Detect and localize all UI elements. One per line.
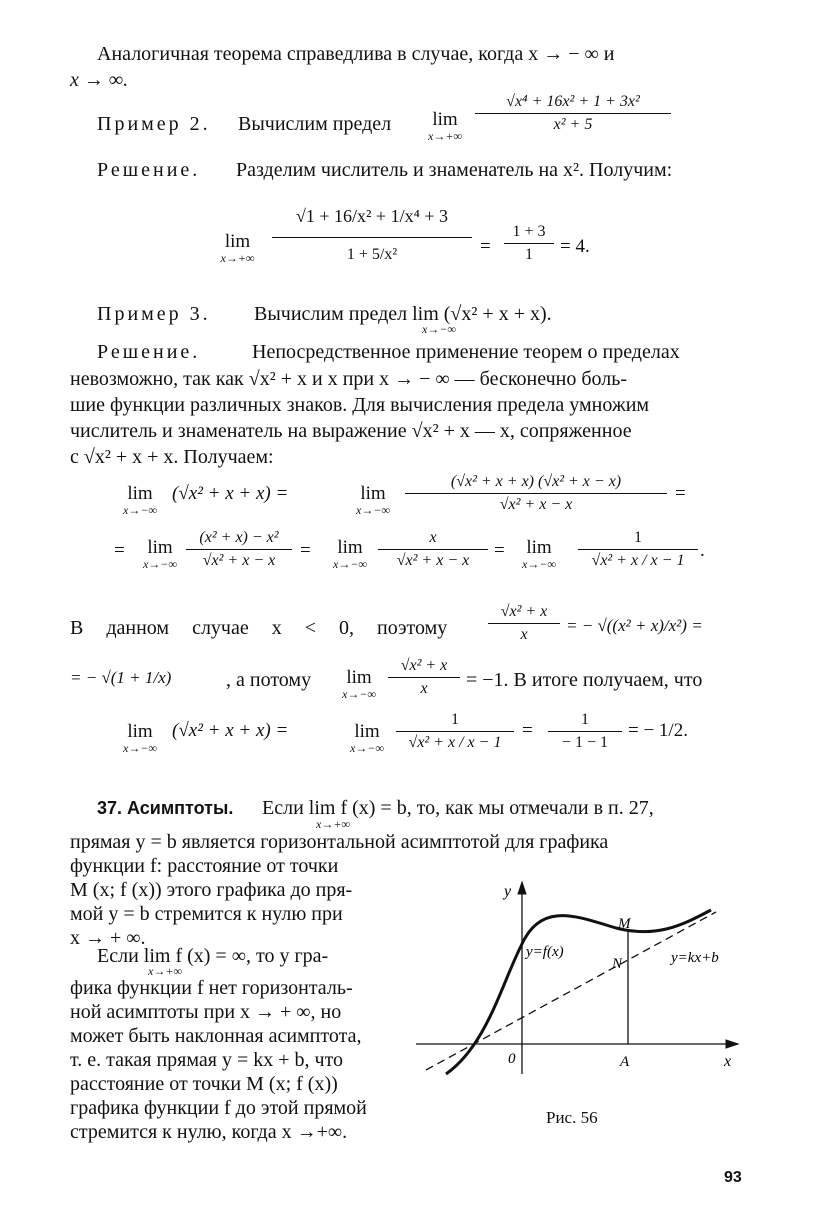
result: = 4.: [560, 236, 590, 257]
example-label: Пример 3.: [97, 303, 211, 325]
limit-operator: lim x→+∞: [428, 109, 462, 143]
fraction: x √x² + x − x: [378, 528, 488, 571]
label-curve: y=f(x): [526, 944, 564, 960]
label-M: M: [618, 916, 631, 932]
text-line: = −1. В итоге получаем, что: [466, 669, 703, 691]
asymptote-line: [426, 912, 716, 1070]
label-origin: 0: [508, 1051, 516, 1067]
text-line: Непосредственное применение теорем о пределах: [252, 341, 680, 363]
text-line: Вычислим предел lim (√x² + x + x).: [254, 303, 552, 325]
limit-operator: lim x→−∞: [342, 667, 376, 701]
limit-operator: lim x→−∞: [123, 721, 157, 755]
limit-subscript: x→+∞: [148, 964, 182, 978]
label-asymptote: y=kx+b: [671, 950, 719, 966]
text-line: Аналогичная теорема справедлива в случае, когда x → − ∞ и: [97, 43, 615, 65]
text-line: Если lim f (x) = b, то, как мы отмечали в п. 27,: [262, 797, 654, 819]
function-curve: [446, 910, 711, 1074]
limit-operator: lim x→−∞: [522, 537, 556, 571]
text-line: M (x; f (x)) этого графика до пря-: [70, 879, 353, 901]
limit-operator: lim x→−∞: [356, 483, 390, 517]
text-line: Вычислим предел: [238, 113, 392, 135]
solution-label: Решение.: [97, 341, 201, 363]
fraction: 1 − 1 − 1: [548, 710, 622, 753]
limit-operator: lim x→−∞: [143, 537, 177, 571]
fraction: √1 + 16/x² + 1/x⁴ + 3 1 + 5/x²: [272, 196, 472, 271]
text-line: с √x² + x + x. Получаем:: [70, 446, 274, 468]
figure-caption: Рис. 56: [546, 1108, 598, 1127]
figure-56: [416, 876, 746, 1076]
text-line: x → ∞.: [70, 69, 129, 91]
limit-operator: lim x→−∞: [123, 483, 157, 517]
expression: (√x² + x + x) =: [172, 483, 289, 504]
label-A: A: [620, 1054, 630, 1070]
text-line: стремится к нулю, когда x →+∞.: [70, 1121, 348, 1143]
fraction: √x⁴ + 16x² + 1 + 3x² x² + 5: [475, 92, 671, 135]
text-line: может быть наклонная асимптота,: [70, 1025, 362, 1047]
text-line: Если lim f (x) = ∞, то у гра-: [97, 945, 329, 967]
text-line: шие функции различных знаков. Для вычисления предела умножим: [70, 394, 650, 416]
solution-label: Решение.: [97, 159, 201, 181]
text-line: В данном случае x < 0, поэтому: [70, 617, 448, 639]
text-line: невозможно, так как √x² + x и x при x → − ∞ — бесконечно боль-: [70, 368, 628, 390]
expression: (√x² + x + x) =: [172, 720, 289, 741]
equals: =: [522, 720, 533, 741]
text-line: функции f: расстояние от точки: [70, 855, 339, 877]
expression: = − √(1 + 1/x): [70, 668, 172, 687]
fraction: √x² + x x: [388, 656, 460, 699]
label-x: x: [724, 1053, 732, 1070]
text-line: числитель и знаменатель на выражение √x² + x — x, сопряженное: [70, 420, 632, 442]
section-heading: 37. Асимптоты.: [97, 798, 234, 818]
text-line: прямая y = b является горизонтальной асимптотой для графика: [70, 831, 609, 853]
label-y: y: [504, 883, 512, 900]
text-line: т. е. такая прямая y = kx + b, что: [70, 1049, 344, 1071]
y-axis-arrow: [518, 882, 526, 894]
text-line: графика функции f до этой прямой: [70, 1097, 367, 1119]
limit-operator: lim x→−∞: [350, 721, 384, 755]
fraction: 1 + 3 1: [504, 222, 554, 265]
limit-subscript: x→+∞: [316, 817, 350, 831]
punct: .: [700, 540, 705, 561]
fraction: √x² + x x: [488, 602, 560, 645]
text-line: , а потому: [226, 669, 312, 691]
text-line: фика функции f нет горизонталь-: [70, 977, 353, 999]
equals: =: [675, 483, 686, 504]
expression: = − √((x² + x)/x²) =: [566, 616, 703, 635]
result: = − 1/2.: [628, 720, 688, 741]
page-number: 93: [724, 1169, 742, 1186]
x-axis-arrow: [726, 1040, 738, 1048]
text-line: ной асимптоты при x → + ∞, но: [70, 1001, 342, 1023]
text-line: мой y = b стремится к нулю при: [70, 903, 343, 925]
example-label: Пример 2.: [97, 113, 211, 135]
label-N: N: [612, 956, 623, 972]
limit-operator: lim x→−∞: [333, 537, 367, 571]
text-line: расстояние от точки M (x; f (x)): [70, 1073, 338, 1095]
text-line: x → + ∞.: [70, 927, 146, 949]
fraction: (x² + x) − x² √x² + x − x: [186, 528, 292, 571]
limit-subscript: x→−∞: [422, 322, 456, 336]
fraction: 1 √x² + x / x − 1: [578, 528, 698, 571]
fraction: (√x² + x + x) (√x² + x − x) √x² + x − x: [405, 472, 667, 515]
fraction: 1 √x² + x / x − 1: [396, 710, 514, 753]
limit-operator: lim x→+∞: [220, 231, 255, 265]
equals: =: [114, 540, 125, 561]
text-line: Разделим числитель и знаменатель на x². Получим:: [236, 159, 673, 181]
equals: =: [300, 540, 311, 561]
equals: =: [480, 236, 491, 257]
equals: =: [494, 540, 505, 561]
